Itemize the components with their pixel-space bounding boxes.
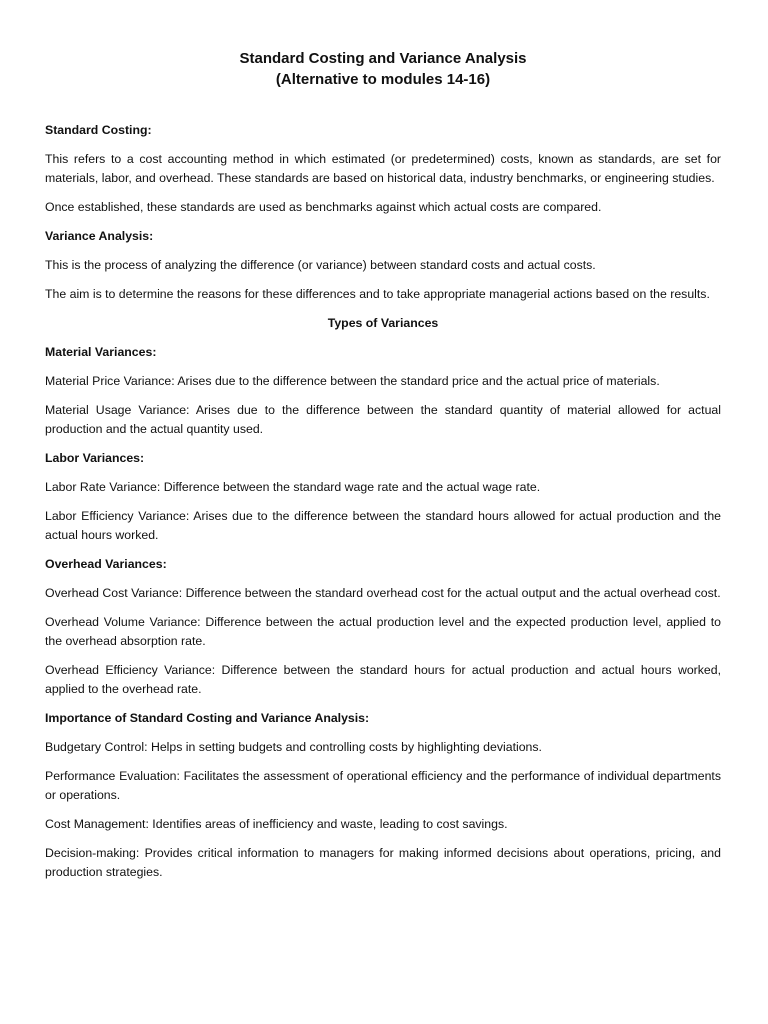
centered-section-heading: Types of Variances: [327, 316, 439, 330]
section-heading: Importance of Standard Costing and Variance Analysis:: [45, 711, 370, 725]
paragraph: This refers to a cost accounting method in which estimated (or predetermined) costs, known as standards, are set for materials, labor, and overhead. These standards are based on historical data, industry benchmarks, or engineering studies.: [45, 152, 721, 185]
paragraph: Overhead Volume Variance: Difference between the actual production level and the expected production level, applied to the overhead absorption rate.: [45, 615, 721, 648]
section-heading: Variance Analysis:: [45, 229, 154, 243]
paragraph: Decision-making: Provides critical information to managers for making informed decisions about operations, pricing, and production strategies.: [45, 846, 721, 879]
paragraph: Cost Management: Identifies areas of inefficiency and waste, leading to cost savings.: [45, 817, 508, 831]
paragraph: Once established, these standards are used as benchmarks against which actual costs are compared.: [45, 200, 602, 214]
paragraph: Overhead Cost Variance: Difference between the standard overhead cost for the actual output and the actual overhead cost.: [45, 586, 721, 600]
paragraph: Performance Evaluation: Facilitates the assessment of operational efficiency and the performance of individual departments or operations.: [45, 769, 721, 802]
title-line-1: Standard Costing and Variance Analysis: [239, 50, 527, 67]
document-title: [45, 48, 721, 90]
paragraph: Labor Efficiency Variance: Arises due to the difference between the standard hours allowed for actual production and the actual hours worked.: [45, 509, 721, 542]
paragraph: Material Price Variance: Arises due to the difference between the standard price and the actual price of materials.: [45, 374, 660, 388]
document-body: [45, 121, 721, 882]
paragraph: Budgetary Control: Helps in setting budgets and controlling costs by highlighting deviations.: [45, 740, 542, 754]
section-heading: Standard Costing:: [45, 123, 152, 137]
title-block: [45, 48, 721, 90]
section-heading: Labor Variances:: [45, 451, 145, 465]
document-page: [45, 48, 721, 892]
paragraph: Material Usage Variance: Arises due to the difference between the standard quantity of material allowed for actual production and the actual quantity used.: [45, 403, 721, 436]
paragraph: Overhead Efficiency Variance: Difference between the standard hours for actual production and actual hours worked, applied to the overhead rate.: [45, 663, 721, 696]
section-heading: Overhead Variances:: [45, 557, 167, 571]
paragraph: Labor Rate Variance: Difference between the standard wage rate and the actual wage rate.: [45, 480, 541, 494]
paragraph: This is the process of analyzing the difference (or variance) between standard costs and actual costs.: [45, 258, 596, 272]
section-heading: Material Variances:: [45, 345, 157, 359]
paragraph: The aim is to determine the reasons for these differences and to take appropriate managerial actions based on the results.: [45, 287, 710, 301]
title-line-2: (Alternative to modules 14-16): [275, 71, 491, 88]
